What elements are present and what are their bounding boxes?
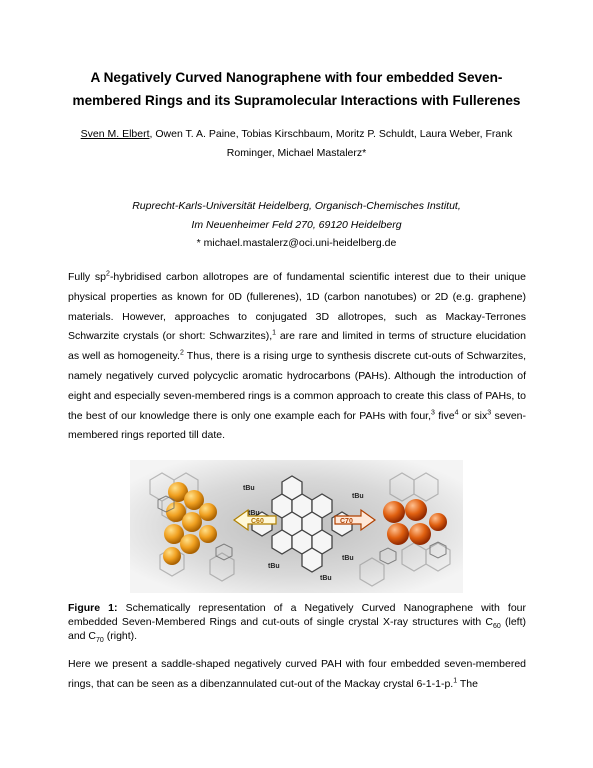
text-run: or six	[458, 409, 488, 422]
citation: 3	[431, 409, 435, 417]
citation: 3	[487, 409, 492, 417]
c60-label: C60	[251, 518, 264, 525]
figure-1-caption	[68, 601, 526, 643]
figure-label: Figure 1:	[68, 602, 118, 614]
subscript: 70	[96, 637, 104, 645]
nanographene-illustration	[130, 460, 463, 593]
presenting-author: Sven M. Elbert	[80, 128, 150, 140]
tbu-label: tBu	[248, 510, 260, 517]
tbu-label: tBu	[268, 563, 280, 570]
text-run: Here we present a saddle-shaped negatively curved PAH with four embedded seven-membered rings, that can be seen as a dibenzannulated cut-out of the Mackay crystal 6-1-1-p.	[68, 658, 526, 690]
tbu-label: tBu	[352, 493, 364, 500]
text-run: (left) and C	[68, 616, 526, 642]
tbu-label: tBu	[342, 555, 354, 562]
author-list	[60, 125, 533, 163]
subscript: 60	[493, 623, 501, 631]
affiliation-institute: Ruprecht-Karls-Universität Heidelberg, Organisch-Chemisches Institut,	[132, 200, 461, 212]
text-run: seven-membered rings reported till date.	[68, 409, 526, 442]
affiliation	[60, 197, 533, 253]
citation: 2	[179, 349, 184, 357]
tbu-label: tBu	[243, 485, 255, 492]
citation: 4	[454, 409, 459, 417]
c70-label: C70	[340, 518, 353, 525]
affiliation-address: Im Neuenheimer Feld 270, 69120 Heidelberg	[191, 218, 402, 231]
text-run: Fully sp	[68, 271, 107, 283]
figure-1-image	[130, 460, 463, 593]
text-run: -hybridised carbon allotropes are of fundamental scientific interest due to their unique physical properties as known for 0D (fullerenes), 1D (carbon nanotubes) or 2D (e.g. graphene) materials. However, approaches to conjugated 3D allotropes, such as Mackay-Terrones Schwarzite crystals (or short: Schwarzites),	[68, 271, 526, 343]
citation: 1	[272, 329, 277, 337]
text-run: are rare and limited in terms of structure elucidation as well as homogeneity.	[68, 330, 526, 363]
intro-paragraph	[68, 268, 526, 446]
tbu-label: tBu	[320, 575, 332, 582]
co-authors: , Owen T. A. Paine, Tobias Kirschbaum, Moritz P. Schuldt, Laura Weber, Frank Rominger, Michael Mastalerz*	[149, 128, 513, 159]
text-run: Thus, there is a rising urge to synthesis discrete cut-outs of Schwarzites, namely negatively curved polycyclic aromatic hydrocarbons (PAHs). Although the introduction of eight and especially seven-membered rings is a common approach to create this class of PAHs, to the best of our knowledge there is only one example each for PAHs with four,	[68, 350, 526, 422]
text-run: five	[434, 409, 455, 422]
text-run: Schematically representation of a Negatively Curved Nanographene with four embedded Seven-Membered Rings and cut-outs of single crystal X-ray structures with C	[68, 602, 526, 628]
body-paragraph	[68, 655, 526, 695]
text-run: (right).	[103, 630, 138, 642]
text-run: The	[457, 677, 478, 690]
corresponding-email: * michael.mastalerz@oci.uni-heidelberg.de	[196, 237, 397, 249]
paper-title: A Negatively Curved Nanographene with four embedded Seven-membered Rings and its Supramolecular Interactions with Fullerenes	[72, 70, 521, 108]
citation: 1	[453, 677, 458, 685]
superscript: 2	[106, 270, 110, 278]
